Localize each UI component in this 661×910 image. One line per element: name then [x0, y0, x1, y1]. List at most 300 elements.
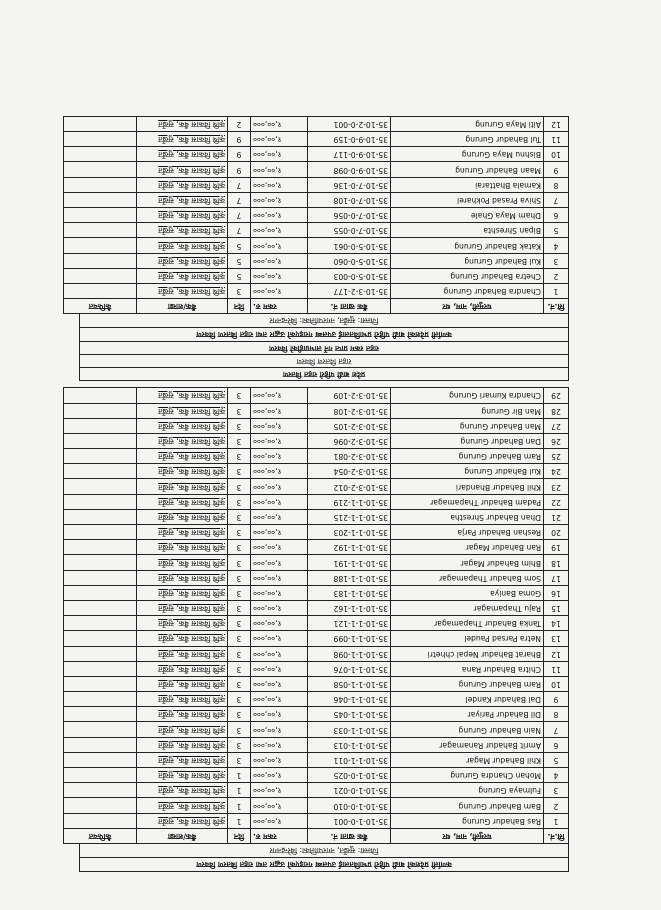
- row-amount: १,००,०००: [251, 676, 308, 691]
- row-sn: 12: [544, 116, 569, 131]
- row-amount: १,००,०००: [251, 388, 308, 403]
- row-bank: कृषि विकास बैंक, सुर्खेत: [137, 646, 228, 661]
- row-code: 35-10-7-0-055: [308, 223, 391, 238]
- row-amount: १,००,०००: [251, 162, 308, 177]
- row-remark: [64, 509, 137, 524]
- table-row: [64, 555, 569, 570]
- table-row: [64, 540, 569, 555]
- row-remark: [64, 692, 137, 707]
- row-sn: 24: [544, 464, 569, 479]
- row-code: 35-10-1-1-058: [308, 676, 391, 691]
- row-remark: [64, 525, 137, 540]
- section-band-sub: राहत वितरण विवरण: [79, 355, 569, 368]
- table-row: [64, 208, 569, 223]
- row-days: 3: [228, 479, 251, 494]
- row-remark: [64, 403, 137, 418]
- section2-heading: कर्णाली प्रदेशको बाढी पहिरो प्रभावितलाई उपलब्ध गराइएको उद्धार तथा राहत बितरण विवरण: [79, 328, 569, 342]
- row-amount: १,००,०००: [251, 464, 308, 479]
- section-band-main: प्रदेश बाढी पहिरो राहत वितरण: [79, 368, 569, 381]
- table-row: [64, 616, 569, 631]
- col-remark: कैफियत: [64, 828, 137, 843]
- row-code: 35-10-3-2-096: [308, 433, 391, 448]
- table-row: [64, 707, 569, 722]
- row-days: 3: [228, 692, 251, 707]
- relief-table-2: [63, 116, 569, 314]
- section2-subheading: जिल्ला: सुर्खेत, नगरपालिका: बिरेन्द्रनगर: [79, 314, 569, 328]
- row-amount: १,००,०००: [251, 737, 308, 752]
- row-remark: [64, 813, 137, 828]
- row-name: Fulmaya Gurung: [391, 783, 544, 798]
- table-row: [64, 737, 569, 752]
- row-remark: [64, 284, 137, 299]
- row-amount: १,००,०००: [251, 570, 308, 585]
- row-sn: 5: [544, 752, 569, 767]
- row-remark: [64, 464, 137, 479]
- row-bank: कृषि विकास बैंक, सुर्खेत: [137, 798, 228, 813]
- row-amount: १,००,०००: [251, 813, 308, 828]
- row-code: 35-10-1-1-183: [308, 585, 391, 600]
- row-name: Kul Bahadur Gurung: [391, 464, 544, 479]
- row-amount: १,००,०००: [251, 661, 308, 676]
- row-name: Tanka Bahadur Thapamagar: [391, 616, 544, 631]
- table-row: [64, 676, 569, 691]
- row-days: 3: [228, 403, 251, 418]
- row-bank: कृषि विकास बैंक, सुर्खेत: [137, 813, 228, 828]
- table-row: [64, 177, 569, 192]
- row-days: 3: [228, 722, 251, 737]
- col-days: दिन: [228, 299, 251, 314]
- table-row: [64, 116, 569, 131]
- row-name: Mohan Chandra Gurung: [391, 768, 544, 783]
- row-code: 35-10-1-1-215: [308, 509, 391, 524]
- row-sn: 26: [544, 433, 569, 448]
- row-code: 35-10-1-0-001: [308, 813, 391, 828]
- row-bank: कृषि विकास बैंक, सुर्खेत: [137, 768, 228, 783]
- table-row: [64, 464, 569, 479]
- row-amount: १,००,०००: [251, 403, 308, 418]
- table-row: [64, 268, 569, 283]
- section-band-title: राहत रकम प्राप्त गर्ने लाभग्राहीको विवरण: [79, 342, 569, 355]
- row-code: 35-10-3-2-105: [308, 418, 391, 433]
- row-code: 35-10-3-2-012: [308, 479, 391, 494]
- row-code: 35-10-1-1-191: [308, 555, 391, 570]
- row-name: Chetra Bahadur Gurung: [391, 268, 544, 283]
- row-name: Netra Parsad Paudel: [391, 631, 544, 646]
- row-bank: कृषि विकास बैंक, सुर्खेत: [137, 494, 228, 509]
- table-row: [64, 132, 569, 147]
- row-remark: [64, 540, 137, 555]
- row-sn: 4: [544, 238, 569, 253]
- row-sn: 12: [544, 646, 569, 661]
- row-sn: 3: [544, 783, 569, 798]
- row-bank: कृषि विकास बैंक, सुर्खेत: [137, 162, 228, 177]
- row-name: Bishnu Maya Gurung: [391, 147, 544, 162]
- col-name: घरमुली, नाम, थर: [391, 299, 544, 314]
- table-row: [64, 253, 569, 268]
- row-amount: १,००,०००: [251, 433, 308, 448]
- table-row: [64, 433, 569, 448]
- row-code: 35-10-1-1-121: [308, 616, 391, 631]
- row-remark: [64, 433, 137, 448]
- row-remark: [64, 494, 137, 509]
- table-row: [64, 631, 569, 646]
- row-code: 35-10-9-0-117: [308, 147, 391, 162]
- row-sn: 7: [544, 722, 569, 737]
- col-amount: रकम रु.: [251, 299, 308, 314]
- row-remark: [64, 223, 137, 238]
- row-code: 35-10-3-2-177: [308, 284, 391, 299]
- row-amount: १,००,०००: [251, 147, 308, 162]
- row-code: 35-10-5-0-060: [308, 253, 391, 268]
- row-bank: कृषि विकास बैंक, सुर्खेत: [137, 433, 228, 448]
- row-sn: 16: [544, 585, 569, 600]
- row-sn: 9: [544, 162, 569, 177]
- row-code: 35-10-1-1-033: [308, 722, 391, 737]
- table-row: [64, 722, 569, 737]
- row-name: Nain Bahadur Gurung: [391, 722, 544, 737]
- row-amount: १,००,०००: [251, 238, 308, 253]
- row-bank: कृषि विकास बैंक, सुर्खेत: [137, 208, 228, 223]
- row-amount: १,००,०००: [251, 208, 308, 223]
- row-sn: 20: [544, 525, 569, 540]
- row-sn: 2: [544, 798, 569, 813]
- row-remark: [64, 752, 137, 767]
- row-code: 35-10-5-0-003: [308, 268, 391, 283]
- table-row: [64, 601, 569, 616]
- row-days: 3: [228, 525, 251, 540]
- row-bank: कृषि विकास बैंक, सुर्खेत: [137, 555, 228, 570]
- row-amount: १,००,०००: [251, 555, 308, 570]
- row-name: Padam Bahadur Thapamagar: [391, 494, 544, 509]
- row-days: 3: [228, 449, 251, 464]
- row-amount: १,००,०००: [251, 253, 308, 268]
- row-days: 3: [228, 601, 251, 616]
- row-name: Kamala Bhattarai: [391, 177, 544, 192]
- row-sn: 27: [544, 418, 569, 433]
- row-days: 7: [228, 192, 251, 207]
- table-header-row: [64, 299, 569, 314]
- row-remark: [64, 449, 137, 464]
- row-days: 3: [228, 616, 251, 631]
- row-days: 3: [228, 752, 251, 767]
- row-name: Dal Bahadur Kandel: [391, 692, 544, 707]
- row-code: 35-10-1-1-013: [308, 737, 391, 752]
- table-row: [64, 403, 569, 418]
- row-remark: [64, 479, 137, 494]
- row-bank: कृषि विकास बैंक, सुर्खेत: [137, 403, 228, 418]
- row-sn: 14: [544, 616, 569, 631]
- row-code: 35-10-1-1-098: [308, 646, 391, 661]
- row-days: 5: [228, 268, 251, 283]
- row-bank: कृषि विकास बैंक, सुर्खेत: [137, 601, 228, 616]
- row-days: 5: [228, 238, 251, 253]
- row-bank: कृषि विकास बैंक, सुर्खेत: [137, 116, 228, 131]
- row-bank: कृषि विकास बैंक, सुर्खेत: [137, 616, 228, 631]
- row-amount: १,००,०००: [251, 192, 308, 207]
- row-days: 3: [228, 540, 251, 555]
- row-remark: [64, 116, 137, 131]
- row-name: Raju Thapamagar: [391, 601, 544, 616]
- row-days: 2: [228, 116, 251, 131]
- row-bank: कृषि विकास बैंक, सुर्खेत: [137, 147, 228, 162]
- row-remark: [64, 238, 137, 253]
- row-sn: 11: [544, 661, 569, 676]
- row-name: Ram Bahadur Gurung: [391, 449, 544, 464]
- row-remark: [64, 798, 137, 813]
- row-name: Tul Bahadur Gurung: [391, 132, 544, 147]
- row-bank: कृषि विकास बैंक, सुर्खेत: [137, 132, 228, 147]
- row-days: 9: [228, 132, 251, 147]
- row-amount: १,००,०००: [251, 479, 308, 494]
- row-name: Shiva Prasad Pokharel: [391, 192, 544, 207]
- row-sn: 21: [544, 509, 569, 524]
- row-code: 35-10-1-1-076: [308, 661, 391, 676]
- row-remark: [64, 601, 137, 616]
- row-days: 1: [228, 798, 251, 813]
- row-days: 3: [228, 284, 251, 299]
- row-name: Bharat Bahadur Nepal chhetri: [391, 646, 544, 661]
- row-bank: कृषि विकास बैंक, सुर्खेत: [137, 540, 228, 555]
- row-name: Bhim Bahadur Magar: [391, 555, 544, 570]
- row-days: 3: [228, 464, 251, 479]
- row-sn: 3: [544, 253, 569, 268]
- col-bank: बैंक/शाखा: [137, 299, 228, 314]
- row-remark: [64, 147, 137, 162]
- row-days: 3: [228, 570, 251, 585]
- row-amount: १,००,०००: [251, 783, 308, 798]
- row-bank: कृषि विकास बैंक, सुर्खेत: [137, 525, 228, 540]
- row-sn: 29: [544, 388, 569, 403]
- row-sn: 7: [544, 192, 569, 207]
- row-bank: कृषि विकास बैंक, सुर्खेत: [137, 509, 228, 524]
- row-bank: कृषि विकास बैंक, सुर्खेत: [137, 752, 228, 767]
- row-name: Man Bir Gurung: [391, 403, 544, 418]
- row-remark: [64, 268, 137, 283]
- relief-document: [81, 116, 569, 872]
- row-sn: 15: [544, 601, 569, 616]
- row-remark: [64, 192, 137, 207]
- col-remark: कैफियत: [64, 299, 137, 314]
- row-remark: [64, 616, 137, 631]
- col-code: बैंक खाता नं.: [308, 828, 391, 843]
- row-amount: १,००,०००: [251, 768, 308, 783]
- row-bank: कृषि विकास बैंक, सुर्खेत: [137, 479, 228, 494]
- row-days: 7: [228, 208, 251, 223]
- row-sn: 6: [544, 208, 569, 223]
- row-code: 35-10-1-1-219: [308, 494, 391, 509]
- row-sn: 22: [544, 494, 569, 509]
- row-remark: [64, 585, 137, 600]
- row-code: 35-10-5-0-061: [308, 238, 391, 253]
- table-row: [64, 494, 569, 509]
- row-days: 3: [228, 631, 251, 646]
- row-sn: 23: [544, 479, 569, 494]
- row-amount: १,००,०००: [251, 616, 308, 631]
- row-name: Dhan Bahadur Shrestha: [391, 509, 544, 524]
- row-remark: [64, 722, 137, 737]
- row-amount: १,००,०००: [251, 722, 308, 737]
- table-row: [64, 147, 569, 162]
- row-remark: [64, 676, 137, 691]
- table-row: [64, 479, 569, 494]
- table-row: [64, 284, 569, 299]
- row-name: Dham Maya Ghale: [391, 208, 544, 223]
- table-row: [64, 692, 569, 707]
- row-code: 35-10-3-2-054: [308, 464, 391, 479]
- row-bank: कृषि विकास बैंक, सुर्खेत: [137, 449, 228, 464]
- row-bank: कृषि विकास बैंक, सुर्खेत: [137, 631, 228, 646]
- table-row: [64, 162, 569, 177]
- table-row: [64, 752, 569, 767]
- row-bank: कृषि विकास बैंक, सुर्खेत: [137, 223, 228, 238]
- row-code: 35-10-9-0-159: [308, 132, 391, 147]
- row-days: 3: [228, 494, 251, 509]
- row-name: Khil Bahadur Bhandari: [391, 479, 544, 494]
- row-remark: [64, 768, 137, 783]
- table-row: [64, 783, 569, 798]
- row-days: 9: [228, 147, 251, 162]
- row-name: Dil Bahadur Pariyar: [391, 707, 544, 722]
- row-days: 3: [228, 585, 251, 600]
- row-amount: १,००,०००: [251, 177, 308, 192]
- col-code: बैंक खाता नं.: [308, 299, 391, 314]
- row-amount: १,००,०००: [251, 540, 308, 555]
- row-name: Bipan Shreshta: [391, 223, 544, 238]
- row-days: 1: [228, 783, 251, 798]
- row-amount: १,००,०००: [251, 798, 308, 813]
- row-code: 35-10-7-0-056: [308, 208, 391, 223]
- col-amount: रकम रु.: [251, 828, 308, 843]
- row-bank: कृषि विकास बैंक, सुर्खेत: [137, 585, 228, 600]
- row-bank: कृषि विकास बैंक, सुर्खेत: [137, 388, 228, 403]
- document-heading: कर्णाली प्रदेशको बाढी पहिरो प्रभावितलाई उपलब्ध गराइएको उद्धार तथा राहत बितरण विवरण: [79, 858, 569, 872]
- row-code: 35-10-1-1-099: [308, 631, 391, 646]
- table-row: [64, 798, 569, 813]
- table-row: [64, 585, 569, 600]
- row-bank: कृषि विकास बैंक, सुर्खेत: [137, 464, 228, 479]
- row-code: 35-10-1-1-011: [308, 752, 391, 767]
- row-code: 35-10-1-1-203: [308, 525, 391, 540]
- row-amount: १,००,०००: [251, 601, 308, 616]
- row-remark: [64, 177, 137, 192]
- row-sn: 2: [544, 268, 569, 283]
- row-remark: [64, 208, 137, 223]
- table-row: [64, 192, 569, 207]
- row-code: 35-10-1-0-025: [308, 768, 391, 783]
- row-sn: 1: [544, 284, 569, 299]
- row-name: Ras Bahadur Gurung: [391, 813, 544, 828]
- row-amount: १,००,०००: [251, 707, 308, 722]
- row-days: 7: [228, 223, 251, 238]
- row-bank: कृषि विकास बैंक, सुर्खेत: [137, 418, 228, 433]
- row-code: 35-10-9-0-098: [308, 162, 391, 177]
- row-days: 1: [228, 768, 251, 783]
- row-bank: कृषि विकास बैंक, सुर्खेत: [137, 268, 228, 283]
- row-sn: 28: [544, 403, 569, 418]
- row-name: Reshan Bahadur Parja: [391, 525, 544, 540]
- col-bank: बैंक/शाखा: [137, 828, 228, 843]
- row-bank: कृषि विकास बैंक, सुर्खेत: [137, 783, 228, 798]
- document-subheading: जिल्ला: सुर्खेत, नगरपालिका: बिरेन्द्रनगर: [79, 844, 569, 858]
- row-sn: 17: [544, 570, 569, 585]
- row-name: Man Bahadur Gurung: [391, 418, 544, 433]
- row-name: Maan Bahadur Gurung: [391, 162, 544, 177]
- row-days: 7: [228, 177, 251, 192]
- row-name: Chitra Bahadur Rana: [391, 661, 544, 676]
- row-days: 5: [228, 253, 251, 268]
- row-sn: 1: [544, 813, 569, 828]
- table-row: [64, 570, 569, 585]
- row-code: 35-10-3-2-081: [308, 449, 391, 464]
- row-amount: १,००,०००: [251, 692, 308, 707]
- row-amount: १,००,०००: [251, 646, 308, 661]
- row-remark: [64, 737, 137, 752]
- table-header-row: [64, 828, 569, 843]
- row-days: 3: [228, 388, 251, 403]
- table-row: [64, 418, 569, 433]
- row-bank: कृषि विकास बैंक, सुर्खेत: [137, 707, 228, 722]
- row-days: 1: [228, 813, 251, 828]
- row-days: 3: [228, 737, 251, 752]
- row-bank: कृषि विकास बैंक, सुर्खेत: [137, 192, 228, 207]
- table-row: [64, 449, 569, 464]
- row-code: 35-10-7-0-108: [308, 192, 391, 207]
- row-bank: कृषि विकास बैंक, सुर्खेत: [137, 661, 228, 676]
- row-sn: 8: [544, 177, 569, 192]
- row-code: 35-10-1-1-045: [308, 707, 391, 722]
- row-bank: कृषि विकास बैंक, सुर्खेत: [137, 570, 228, 585]
- row-name: Ram Bahadur Gurung: [391, 676, 544, 691]
- row-remark: [64, 418, 137, 433]
- row-code: 35-10-3-2-108: [308, 403, 391, 418]
- table-row: [64, 768, 569, 783]
- row-amount: १,००,०००: [251, 509, 308, 524]
- row-amount: १,००,०००: [251, 268, 308, 283]
- table-row: [64, 223, 569, 238]
- row-remark: [64, 132, 137, 147]
- table-row: [64, 525, 569, 540]
- row-amount: १,००,०००: [251, 116, 308, 131]
- row-remark: [64, 555, 137, 570]
- row-name: Bam Bahadur Gurung: [391, 798, 544, 813]
- row-days: 3: [228, 433, 251, 448]
- row-bank: कृषि विकास बैंक, सुर्खेत: [137, 284, 228, 299]
- row-remark: [64, 570, 137, 585]
- row-sn: 18: [544, 555, 569, 570]
- row-code: 35-10-7-0-136: [308, 177, 391, 192]
- row-code: 35-10-3-2-109: [308, 388, 391, 403]
- table-row: [64, 813, 569, 828]
- row-name: Katak Bahadur Gurung: [391, 238, 544, 253]
- row-bank: कृषि विकास बैंक, सुर्खेत: [137, 737, 228, 752]
- row-bank: कृषि विकास बैंक, सुर्खेत: [137, 676, 228, 691]
- row-code: 35-10-1-1-188: [308, 570, 391, 585]
- row-amount: १,००,०००: [251, 132, 308, 147]
- row-days: 3: [228, 661, 251, 676]
- row-bank: कृषि विकास बैंक, सुर्खेत: [137, 238, 228, 253]
- row-name: Ran Bahadur Magar: [391, 540, 544, 555]
- table-row: [64, 661, 569, 676]
- row-sn: 10: [544, 147, 569, 162]
- col-sn: सि.नं.: [544, 299, 569, 314]
- row-name: Chandra Bahadur Gurung: [391, 284, 544, 299]
- row-amount: १,००,०००: [251, 418, 308, 433]
- col-sn: सि.नं.: [544, 828, 569, 843]
- row-sn: 25: [544, 449, 569, 464]
- row-days: 3: [228, 418, 251, 433]
- row-bank: कृषि विकास बैंक, सुर्खेत: [137, 177, 228, 192]
- table-row: [64, 388, 569, 403]
